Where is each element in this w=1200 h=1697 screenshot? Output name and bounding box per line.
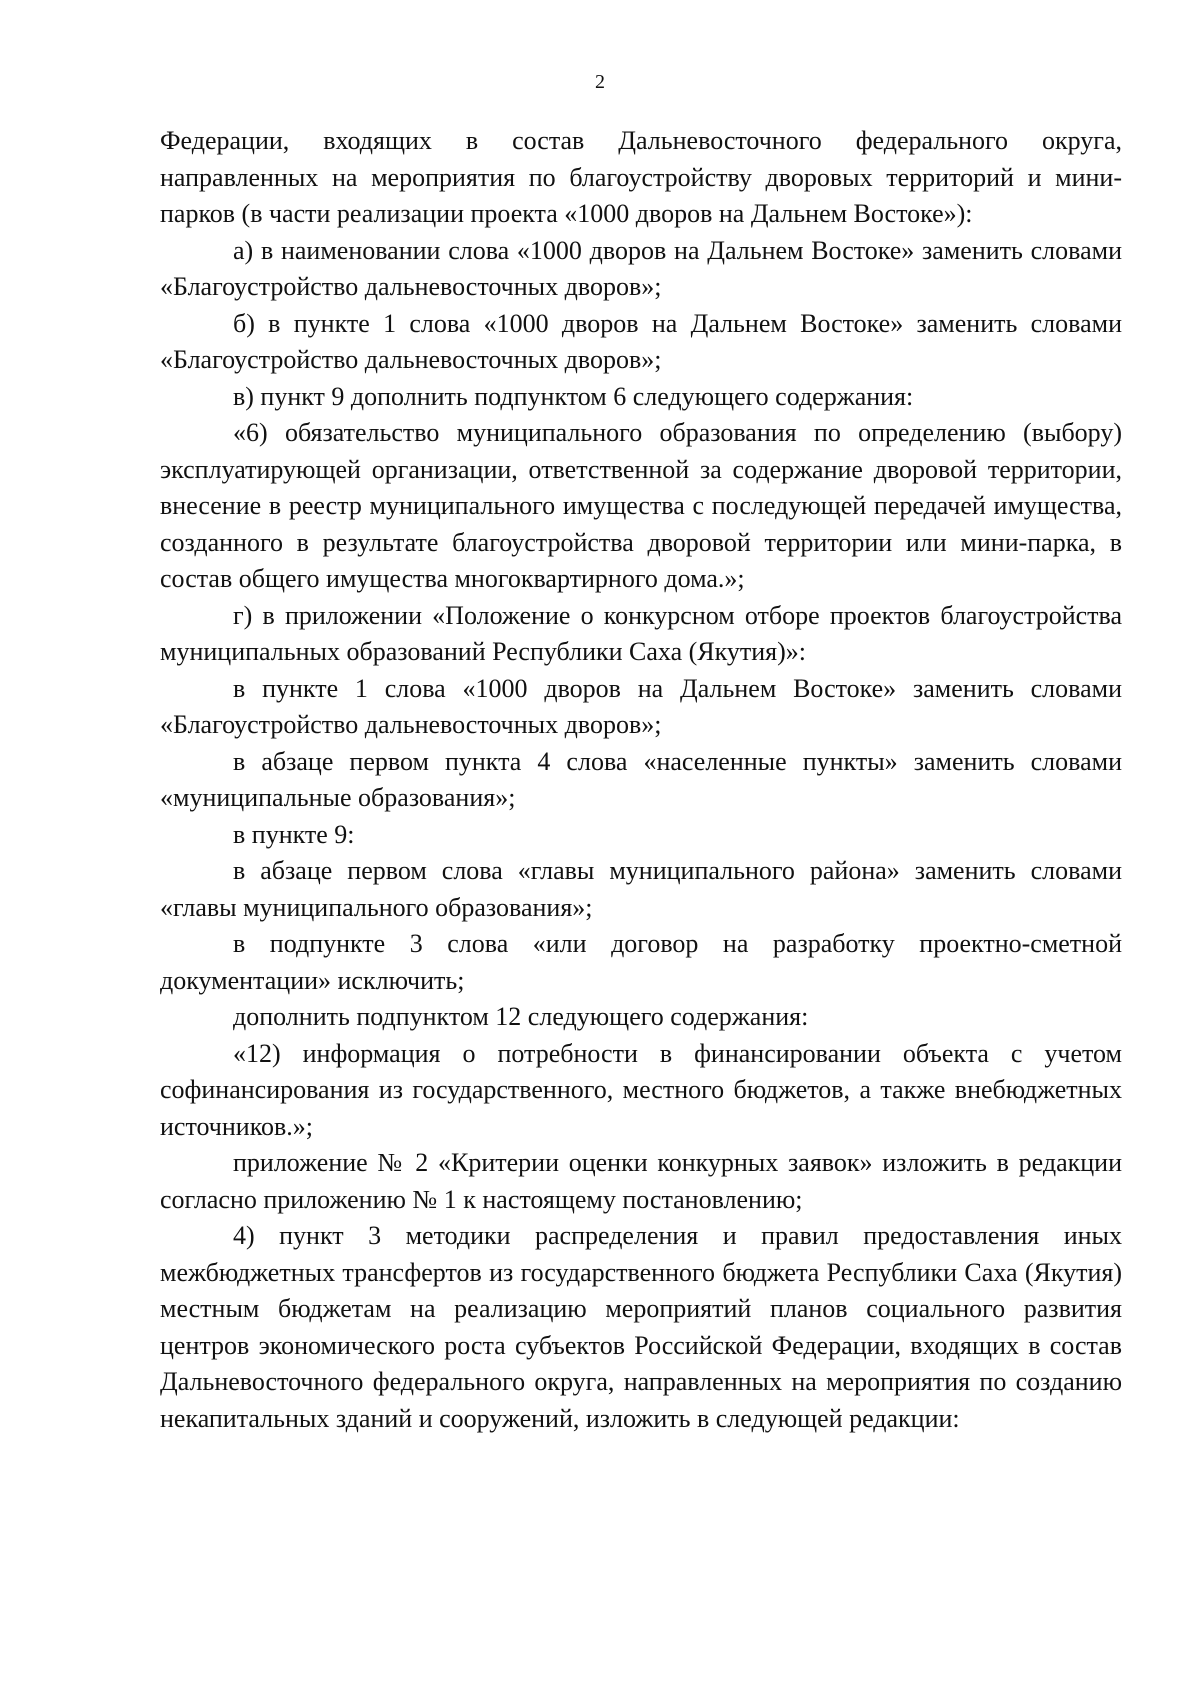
paragraph-item-v: в) пункт 9 дополнить подпунктом 6 следующего содержания: — [233, 381, 914, 411]
paragraph-subitem-6: «6) обязательство муниципального образования по определению (выбору) эксплуатирующей организации, ответственной за содержание дворовой территории, внесение в реестр муниципального имущества с последующей передачей имущества, созданного в результате благоустройства дворовой территории или мини-парка, в состав общего имущества многоквартирного дома.»; — [160, 418, 1122, 593]
paragraph-item-4: 4) пункт 3 методики распределения и правил предоставления иных межбюджетных трансфертов из государственного бюджета Республики Саха (Якутия) местным бюджетам на реализацию мероприятий планов социального развития центров экономического роста субъектов Российской Федерации, входящих в состав Дальневосточного федерального округа, направленных на мероприятия по созданию некапитальных зданий и сооружений, изложить в следующей редакции: — [160, 1221, 1122, 1433]
paragraph-item-b: б) в пункте 1 слова «1000 дворов на Дальнем Востоке» заменить словами «Благоустройство дальневосточных дворов»; — [160, 308, 1122, 374]
paragraph-item-a: а) в наименовании слова «1000 дворов на Дальнем Востоке» заменить словами «Благоустройство дальневосточных дворов»; — [160, 235, 1122, 301]
paragraph-add-sub-12: дополнить подпунктом 12 следующего содержания: — [233, 1002, 809, 1031]
paragraph-point-9: в пункте 9: — [233, 819, 355, 849]
document-body — [160, 123, 1122, 1437]
paragraph-point-9-sub-3: в подпункте 3 слова «или договор на разработку проектно-сметной документации» исключить; — [160, 929, 1122, 995]
paragraph-point-4: в абзаце первом пункта 4 слова «населенные пункты» заменить словами «муниципальные образования»; — [160, 746, 1122, 812]
paragraph-point-9-first: в абзаце первом слова «главы муниципального района» заменить словами «главы муниципального образования»; — [160, 856, 1122, 922]
paragraph-subitem-12: «12) информация о потребности в финансировании объекта с учетом софинансирования из государственного, местного бюджетов, а также внебюджетных источников.»; — [160, 1038, 1122, 1141]
paragraph-continuation: Федерации, входящих в состав Дальневосточного федерального округа, направленных на мероприятия по благоустройству дворовых территорий и мини-парков (в части реализации проекта «1000 дворов на Дальнем Востоке»): — [160, 126, 1122, 228]
paragraph-item-g: г) в приложении «Положение о конкурсном отборе проектов благоустройства муниципальных образований Республики Саха (Якутия)»: — [160, 600, 1122, 666]
paragraph-appendix-2: приложение № 2 «Критерии оценки конкурных заявок» изложить в редакции согласно приложению № 1 к настоящему постановлению; — [160, 1148, 1122, 1214]
paragraph-point-1: в пункте 1 слова «1000 дворов на Дальнем Востоке» заменить словами «Благоустройство дальневосточных дворов»; — [160, 673, 1122, 739]
page-number: 2 — [595, 71, 605, 93]
